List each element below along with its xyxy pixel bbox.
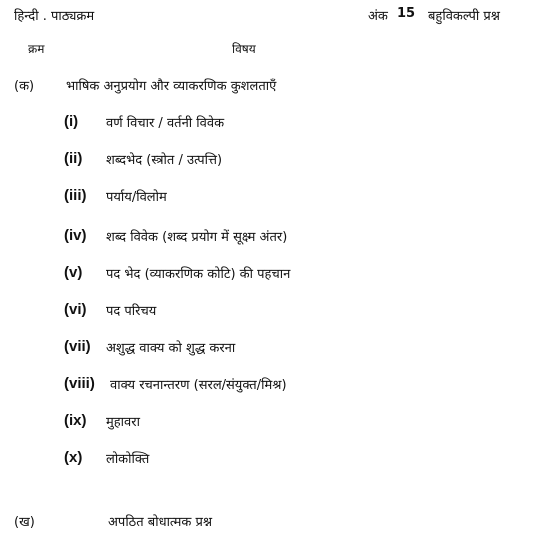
item-number: (viii) (64, 375, 95, 392)
section-b-title: अपठित बोधात्मक प्रश्न (108, 515, 213, 530)
item-text: पर्याय/विलोम (106, 190, 167, 205)
item-number: (vii) (64, 338, 91, 355)
question-type: बहुविकल्पी प्रश्न (428, 9, 500, 24)
section-a-marker: (क) (14, 79, 35, 94)
item-number: (iv) (64, 227, 87, 244)
item-text: अशुद्ध वाक्य को शुद्ध करना (106, 341, 236, 356)
item-number: (v) (64, 264, 83, 281)
item-number: (ix) (64, 412, 87, 429)
item-text: मुहावरा (106, 415, 140, 430)
item-number: (x) (64, 449, 83, 466)
item-text: पद परिचय (106, 304, 157, 319)
item-text: वर्ण विचार / वर्तनी विवेक (106, 116, 225, 131)
item-text: पद भेद (व्याकरणिक कोटि) की पहचान (106, 267, 291, 282)
marks-value: 15 (397, 6, 416, 21)
item-text: शब्द विवेक (शब्द प्रयोग में सूक्ष्म अंतर) (106, 230, 288, 245)
subject-title: हिन्दी . पाठ्यक्रम (14, 9, 95, 24)
item-text: वाक्य रचनान्तरण (सरल/संयुक्त/मिश्र) (110, 378, 287, 393)
item-number: (vi) (64, 301, 87, 318)
section-b-marker: (ख) (14, 515, 35, 530)
item-number: (ii) (64, 150, 83, 167)
column-serial: क्रम (28, 42, 45, 56)
section-a-title: भाषिक अनुप्रयोग और व्याकरणिक कुशलताएँ (66, 79, 277, 94)
column-topic: विषय (232, 42, 256, 56)
item-text: शब्दभेद (स्त्रोत / उत्पत्ति) (106, 153, 223, 168)
item-number: (iii) (64, 187, 87, 204)
item-number: (i) (64, 113, 79, 130)
marks-label: अंक (368, 9, 388, 24)
item-text: लोकोक्ति (106, 452, 150, 467)
